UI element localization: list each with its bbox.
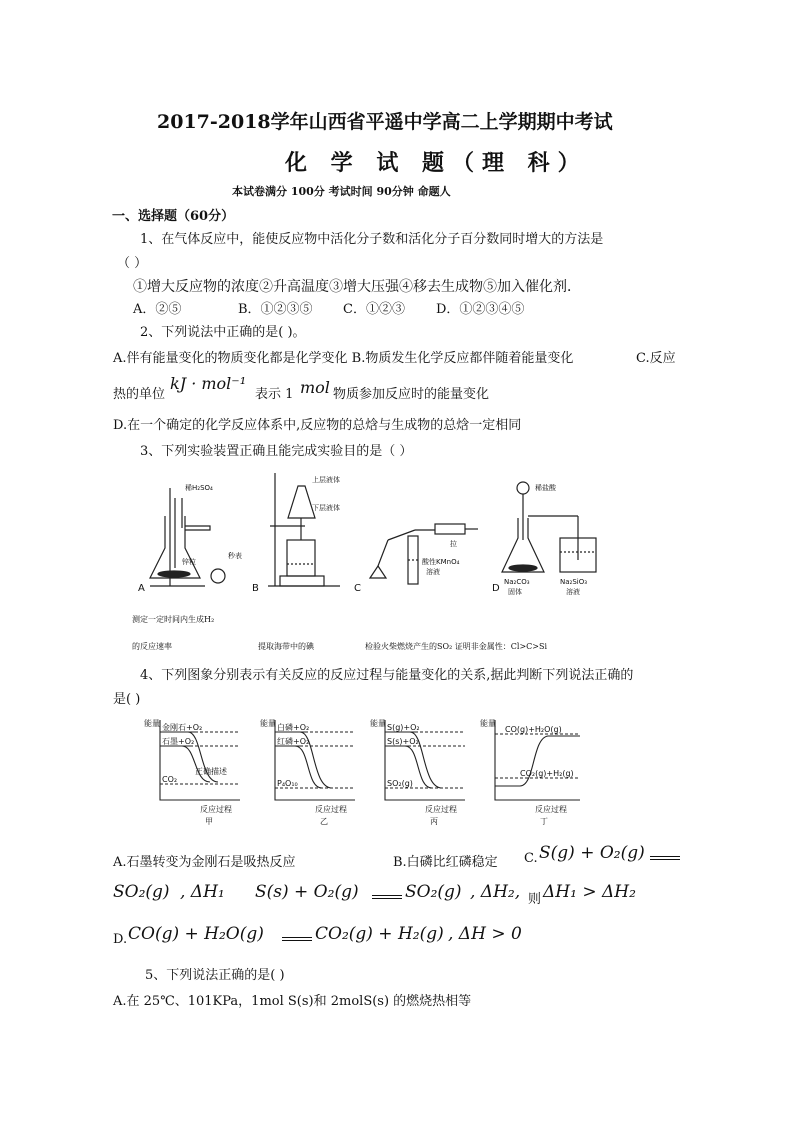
g1-note-label: 正确描述	[195, 767, 227, 776]
section-heading: 一、选择题（60分）	[112, 209, 235, 224]
q1-option-c: C．①②③	[343, 302, 405, 317]
q4-d-eq-sign	[282, 937, 312, 941]
q2-unit-math: kJ · mol⁻¹	[170, 374, 247, 393]
q1-option-a: A．②⑤	[133, 302, 182, 317]
apparatus-b	[268, 473, 340, 586]
q2-stem: 2、下列说法中正确的是( )。	[140, 325, 306, 340]
g2-axis-y: 能量	[260, 719, 276, 728]
q4-c-dh1: , ΔH₁	[180, 882, 225, 902]
q3-caption-a2: 的反应速率	[132, 642, 172, 651]
exam-meta: 本试卷满分 100分 考试时间 90分钟 命题人	[232, 185, 451, 198]
g1-name: 甲	[205, 817, 213, 826]
q5-option-a: A.在 25℃、101KPa，1mol S(s)和 2molS(s) 的燃烧热相等	[113, 994, 472, 1009]
q4-d-eq-right: CO₂(g) + H₂(g)	[315, 924, 444, 944]
label-d-na2sio3: Na₂SiO₃	[560, 578, 588, 586]
letter-d: D	[492, 583, 500, 594]
q2-line2-suffix: 物质参加反应时的能量变化	[333, 387, 490, 402]
q1-items: ①增大反应物的浓度②升高温度③增大压强④移去生成物⑤加入催化剂．	[133, 279, 581, 295]
q4-option-a: A.石墨转变为金刚石是吸热反应	[113, 855, 296, 870]
q4-c-eq2-left: S(s) + O₂(g)	[255, 882, 359, 902]
g3-mid-label: S(s)+O₂	[387, 737, 419, 746]
q3-caption-b: 提取海带中的碘	[258, 642, 314, 651]
q5-stem: 5、下列说法正确的是( )	[145, 968, 285, 983]
g4-axis-x: 反应过程	[535, 805, 567, 814]
q4-c-then: 则	[528, 892, 542, 907]
apparatus-d	[502, 482, 596, 572]
q1-stem: 1、在气体反应中，能使反应物中活化分子数和活化分子百分数同时增大的方法是	[140, 232, 604, 247]
q4-d-dh: , ΔH > 0	[448, 924, 522, 944]
g3-axis-x: 反应过程	[425, 805, 457, 814]
q1-paren: （ ）	[117, 256, 148, 271]
label-d-na2co3: Na₂CO₃	[504, 578, 530, 586]
g3-low-label: SO₂(g)	[387, 779, 413, 788]
q3-apparatus-figure	[130, 468, 630, 598]
q2-line1-c: C.反应	[636, 351, 676, 366]
q3-stem: 3、下列实验装置正确且能完成实验目的是（ ）	[140, 444, 413, 459]
label-c-solution: 溶液	[426, 568, 440, 576]
label-c-pull: 拉	[450, 540, 457, 548]
g2-low-label: P₄O₁₀	[277, 779, 298, 788]
g2-name: 乙	[320, 817, 328, 826]
g1-top-label: 金刚石+O₂	[162, 723, 203, 732]
exam-subtitle: 化 学 试 题（理 科）	[285, 150, 588, 176]
label-b-upper: 上层液体	[312, 476, 340, 484]
q2-line2-mid: 表示 1	[255, 387, 294, 402]
label-b-lower: 下层液体	[312, 504, 340, 512]
label-d-solid: 固体	[508, 588, 522, 596]
g2-top-label: 白磷+O₂	[277, 723, 310, 732]
letter-a: A	[138, 583, 145, 594]
g2-axis-x: 反应过程	[315, 805, 347, 814]
q2-line1: A.伴有能量变化的物质变化都是化学变化 B.物质发生化学反应都伴随着能量变化	[113, 351, 574, 366]
q2-line2-prefix: 热的单位	[113, 387, 166, 402]
q4-energy-graphs	[140, 712, 610, 832]
apparatus-c	[370, 524, 478, 584]
q4-c-dh2: , ΔH₂,	[470, 882, 521, 902]
q4-stem-1: 4、下列图象分别表示有关反应的反应过程与能量变化的关系,据此判断下列说法正确的	[140, 668, 634, 683]
g1-mid-label: 石墨+O₂	[162, 737, 195, 746]
g1-axis-y: 能量	[144, 719, 160, 728]
q3-caption-cd: 检验火柴燃烧产生的SO₂ 证明非金属性：Cl>C>Si	[365, 642, 548, 651]
q1-option-b: B．①②③⑤	[238, 302, 313, 317]
g4-name: 丁	[540, 817, 548, 826]
q4-option-c-label: C.	[524, 851, 538, 866]
q4-c-eq1-right: SO₂(g)	[113, 882, 170, 902]
q4-c-eq1-left: S(g) + O₂(g)	[539, 843, 645, 863]
g3-name: 丙	[430, 817, 438, 826]
g3-top-label: S(g)+O₂	[387, 723, 420, 732]
q4-c-compare: ΔH₁ > ΔH₂	[543, 882, 636, 902]
q2-mol-math: mol	[300, 378, 330, 397]
q3-caption-1: 测定一定时间内生成H₂	[132, 615, 215, 624]
g4-top-label: CO(g)+H₂O(g)	[505, 725, 562, 734]
q4-stem-2: 是( )	[113, 692, 141, 707]
exam-title: 2017-2018学年山西省平遥中学高二上学期期中考试	[157, 111, 613, 133]
q4-option-d-label: D.	[113, 932, 128, 947]
label-d-hcl: 稀盐酸	[535, 484, 556, 492]
g1-axis-x: 反应过程	[200, 805, 232, 814]
apparatus-a	[150, 488, 225, 586]
q2-line3: D.在一个确定的化学反应体系中,反应物的总焓与生成物的总焓一定相同	[113, 418, 522, 433]
letter-b: B	[252, 583, 259, 594]
label-a-zinc: 锌粒	[182, 558, 196, 566]
q4-c-eq1-sign	[650, 856, 680, 860]
label-d-solution: 溶液	[566, 588, 580, 596]
q4-option-b: B.白磷比红磷稳定	[393, 855, 498, 870]
letter-c: C	[354, 583, 361, 594]
g3-axis-y: 能量	[370, 719, 386, 728]
g4-axis-y: 能量	[480, 719, 496, 728]
label-a-watch: 秒表	[228, 552, 242, 560]
g2-mid-label: 红磷+O₂	[277, 737, 310, 746]
q4-c-eq2-sign	[372, 895, 402, 899]
q4-d-eq-left: CO(g) + H₂O(g)	[128, 924, 264, 944]
g4-low-label: CO₂(g)+H₂(g)	[520, 769, 574, 778]
q1-option-d: D．①②③④⑤	[436, 302, 525, 317]
label-c-kmno4: 酸性KMnO₄	[422, 558, 460, 566]
g1-low-label: CO₂	[162, 775, 178, 784]
label-a-acid: 稀H₂SO₄	[185, 484, 213, 492]
q4-c-eq2-right: SO₂(g)	[405, 882, 462, 902]
